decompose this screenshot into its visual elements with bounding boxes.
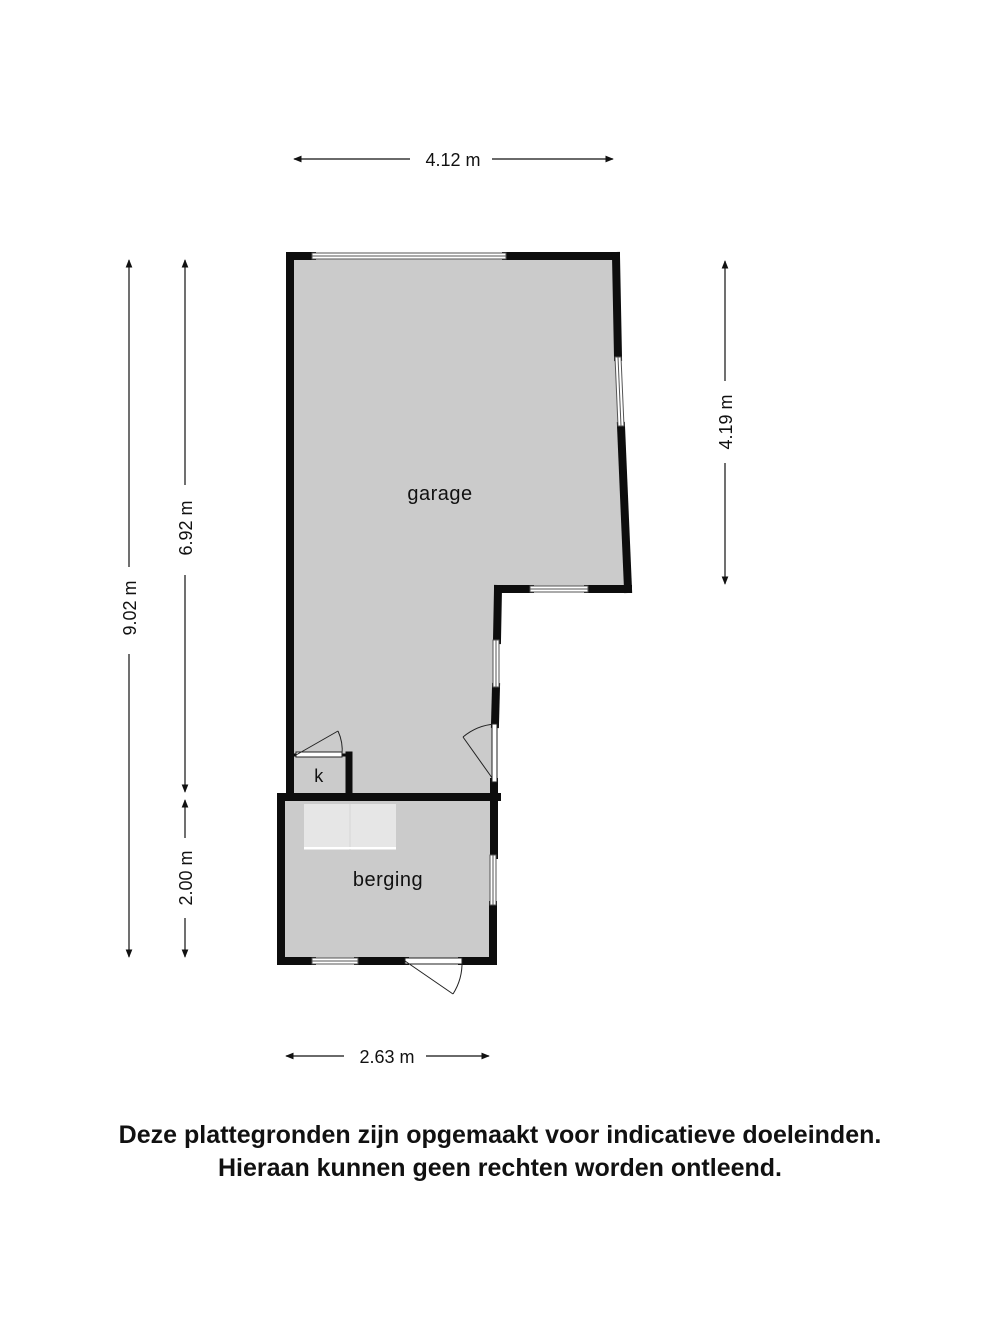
garage-floor (290, 256, 628, 797)
dimension-top-label: 4.12 m (425, 150, 481, 170)
dimension-bottom-label: 2.63 m (359, 1047, 415, 1067)
dimension-left-garage-label: 6.92 m (176, 500, 196, 556)
disclaimer-line-2: Hieraan kunnen geen rechten worden ontleend. (218, 1154, 782, 1182)
dimension-right-label: 4.19 m (716, 394, 736, 450)
room-label-cupboard: k (314, 766, 324, 786)
room-label-garage: garage (407, 483, 473, 505)
disclaimer-line-1: Deze plattegronden zijn opgemaakt voor indicatieve doeleinden. (118, 1121, 882, 1149)
counter-unit (304, 804, 396, 850)
room-label-berging: berging (352, 869, 424, 891)
door-berging (405, 958, 462, 994)
dimension-left-berging-label: 2.00 m (176, 850, 196, 906)
dimension-left-total-label: 9.02 m (120, 580, 140, 636)
